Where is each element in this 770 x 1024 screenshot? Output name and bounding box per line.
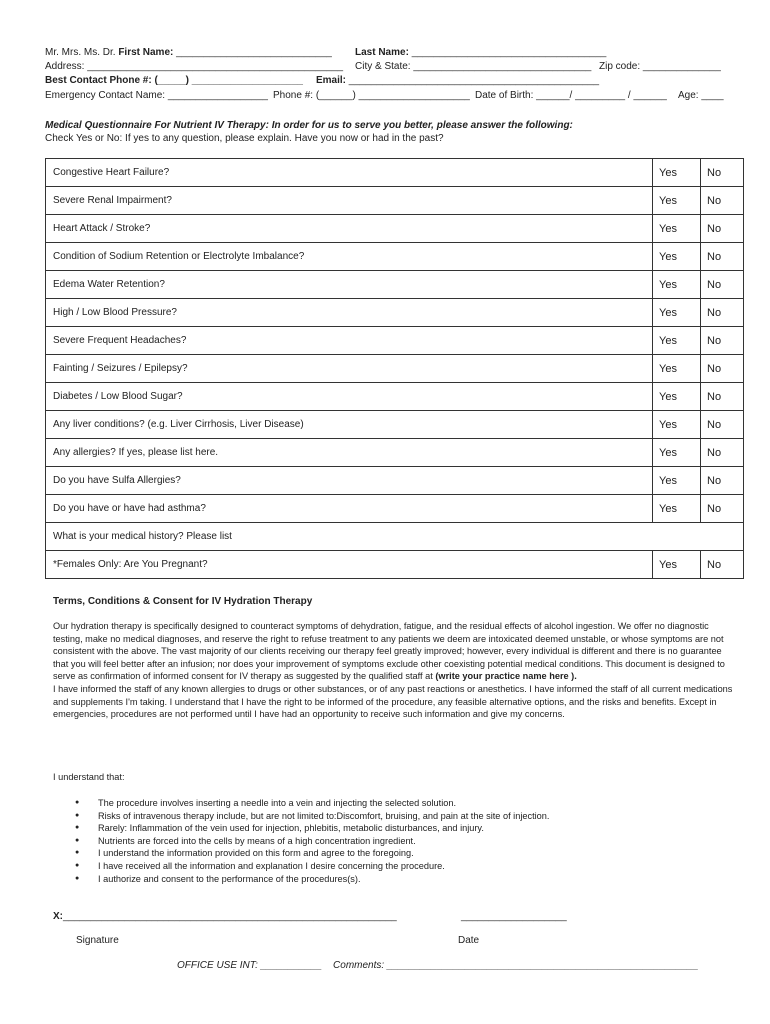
age-field[interactable]: ____ bbox=[701, 90, 724, 101]
practice-name-placeholder: (write your practice name here ). bbox=[435, 671, 577, 682]
questionnaire-table bbox=[45, 158, 744, 579]
email-line bbox=[316, 75, 599, 87]
date-field[interactable]: ___________________ bbox=[461, 911, 567, 922]
best-phone-field[interactable]: (_____) ____________________ bbox=[154, 75, 303, 86]
first-name-label: First Name: bbox=[118, 47, 174, 58]
no-option[interactable]: No bbox=[701, 215, 744, 243]
questionnaire-subtitle: Check Yes or No: If yes to any question, please explain. Have you now or had in the past? bbox=[45, 133, 444, 144]
yes-option[interactable]: Yes bbox=[653, 551, 701, 579]
question-text: Congestive Heart Failure? bbox=[46, 159, 653, 187]
no-option[interactable]: No bbox=[701, 355, 744, 383]
question-text: Condition of Sodium Retention or Electrolyte Imbalance? bbox=[46, 243, 653, 271]
question-row bbox=[46, 187, 744, 215]
consent-bullet: ● I understand the information provided on this form and agree to the foregoing. bbox=[53, 847, 549, 860]
emergency-phone-label: Phone #: bbox=[273, 90, 314, 101]
consent-bullet: ● Risks of intravenous therapy include, but are not limited to:Discomfort, bruising, and pain at the site of injection. bbox=[53, 810, 549, 823]
age-line bbox=[678, 90, 724, 102]
question-row bbox=[46, 467, 744, 495]
address-field[interactable]: ______________________________________________ bbox=[87, 61, 344, 72]
last-name-field[interactable]: ___________________________________ bbox=[411, 47, 607, 58]
terms-paragraph-2: I have informed the staff of any known allergies to drugs or other substances, or of any past reactions or anesthetics. I have informed the staff of all current medications and supplements I'm taking. I understand that I have the right to be informed of the procedure, any feasible alternative options, and the risks and benefits. Except in emergencies, procedures are not performed until I have had an opportunity to receive such information and give my concerns. bbox=[53, 683, 733, 720]
age-label: Age: bbox=[678, 90, 699, 101]
terms-paragraph-1-text: Our hydration therapy is specifically designed to counteract symptoms of dehydration, fatigue, and the residual effects of alcohol ingestion. We offer no diagnostic testing, make no medical diagnoses, and reserve the right to refuse treatment to any patients we deem are intoxicated deemed unstable, or whose symptoms are not consistent with the above. The vast majority of our clients receiving our therapy feel greatly improved; however, every individual is different and there is no guarantee that you will feel better after an infusion; nor does your improvement of symptoms exclude other coexisting potential medical conditions. This document is designed to serve as confirmation of informed consent for IV therapy as suggested by the qualified staff at bbox=[53, 621, 725, 682]
yes-option[interactable]: Yes bbox=[653, 411, 701, 439]
question-row bbox=[46, 411, 744, 439]
question-text: Heart Attack / Stroke? bbox=[46, 215, 653, 243]
terms-title: Terms, Conditions & Consent for IV Hydration Therapy bbox=[53, 596, 313, 607]
no-option[interactable]: No bbox=[701, 551, 744, 579]
email-label: Email: bbox=[316, 75, 347, 86]
consent-bullet: ● The procedure involves inserting a needle into a vein and injecting the selected solution. bbox=[53, 797, 549, 810]
question-text: Any allergies? If yes, please list here. bbox=[46, 439, 653, 467]
no-option[interactable]: No bbox=[701, 439, 744, 467]
yes-option[interactable]: Yes bbox=[653, 299, 701, 327]
title-options[interactable]: Mr. Mrs. Ms. Dr. bbox=[45, 47, 116, 58]
consent-bullet: ● Rarely: Inflammation of the vein used for injection, phlebitis, metabolic disturbances, and injury. bbox=[53, 822, 549, 835]
question-row bbox=[46, 439, 744, 467]
question-text: Any liver conditions? (e.g. Liver Cirrhosis, Liver Disease) bbox=[46, 411, 653, 439]
question-row bbox=[46, 383, 744, 411]
question-text: Severe Frequent Headaches? bbox=[46, 327, 653, 355]
city-field[interactable]: ________________________________ bbox=[413, 61, 592, 72]
no-option[interactable]: No bbox=[701, 159, 744, 187]
date-label: Date bbox=[458, 935, 480, 946]
pregnant-row bbox=[46, 551, 744, 579]
last-name-line bbox=[355, 47, 606, 59]
office-use-label: OFFICE USE INT: bbox=[177, 960, 258, 971]
signature-label: Signature bbox=[76, 935, 119, 946]
zip-field[interactable]: ______________ bbox=[642, 61, 721, 72]
question-row bbox=[46, 355, 744, 383]
zip-line bbox=[599, 61, 721, 73]
yes-option[interactable]: Yes bbox=[653, 215, 701, 243]
question-text: Do you have Sulfa Allergies? bbox=[46, 467, 653, 495]
office-use-line bbox=[177, 960, 698, 971]
office-comments-field[interactable]: ________________________________________________________ bbox=[386, 960, 699, 971]
city-label: City & State: bbox=[355, 61, 411, 72]
question-row bbox=[46, 159, 744, 187]
questionnaire-title: Medical Questionnaire For Nutrient IV Therapy: In order for us to serve you better, please answer the following: bbox=[45, 120, 573, 131]
question-text: Severe Renal Impairment? bbox=[46, 187, 653, 215]
yes-option[interactable]: Yes bbox=[653, 495, 701, 523]
signature-field[interactable]: ____________________________________________________________ bbox=[63, 911, 397, 922]
question-row bbox=[46, 299, 744, 327]
understand-heading: I understand that: bbox=[53, 772, 125, 782]
yes-option[interactable]: Yes bbox=[653, 467, 701, 495]
question-text: High / Low Blood Pressure? bbox=[46, 299, 653, 327]
no-option[interactable]: No bbox=[701, 495, 744, 523]
no-option[interactable]: No bbox=[701, 411, 744, 439]
office-int-field[interactable]: ___________ bbox=[260, 960, 322, 971]
emergency-field[interactable]: __________________ bbox=[167, 90, 268, 101]
consent-bullet-list bbox=[53, 797, 549, 885]
question-row bbox=[46, 495, 744, 523]
yes-option[interactable]: Yes bbox=[653, 159, 701, 187]
terms-text bbox=[53, 620, 733, 721]
medical-history-field[interactable]: What is your medical history? Please list bbox=[46, 523, 744, 551]
no-option[interactable]: No bbox=[701, 467, 744, 495]
question-text: Fainting / Seizures / Epilepsy? bbox=[46, 355, 653, 383]
question-row bbox=[46, 215, 744, 243]
medical-history-row bbox=[46, 523, 744, 551]
pregnant-question: *Females Only: Are You Pregnant? bbox=[46, 551, 653, 579]
no-option[interactable]: No bbox=[701, 327, 744, 355]
yes-option[interactable]: Yes bbox=[653, 327, 701, 355]
dob-field[interactable]: ______/ _________ / ______ bbox=[536, 90, 667, 101]
office-comments-label: Comments: bbox=[333, 960, 385, 971]
first-name-field[interactable]: ____________________________ bbox=[176, 47, 332, 58]
dob-line bbox=[475, 90, 667, 102]
question-text: Edema Water Retention? bbox=[46, 271, 653, 299]
yes-option[interactable]: Yes bbox=[653, 243, 701, 271]
question-text: Diabetes / Low Blood Sugar? bbox=[46, 383, 653, 411]
signature-x-label: X: bbox=[53, 911, 63, 922]
emergency-phone-line bbox=[273, 90, 470, 102]
name-line bbox=[45, 47, 332, 59]
no-option[interactable]: No bbox=[701, 271, 744, 299]
last-name-label: Last Name: bbox=[355, 47, 409, 58]
question-text: Do you have or have had asthma? bbox=[46, 495, 653, 523]
email-field[interactable]: _____________________________________________ bbox=[348, 75, 600, 86]
consent-bullet: ● I have received all the information and explanation I desire concerning the procedure. bbox=[53, 860, 549, 873]
signature-line bbox=[53, 911, 397, 922]
consent-bullet: ● Nutrients are forced into the cells by means of a high concentration ingredient. bbox=[53, 835, 549, 848]
yes-option[interactable]: Yes bbox=[653, 187, 701, 215]
yes-option[interactable]: Yes bbox=[653, 439, 701, 467]
best-phone-label: Best Contact Phone #: bbox=[45, 75, 152, 86]
emergency-line bbox=[45, 90, 268, 102]
address-line bbox=[45, 61, 343, 73]
city-line bbox=[355, 61, 591, 73]
no-option[interactable]: No bbox=[701, 299, 744, 327]
question-row bbox=[46, 271, 744, 299]
no-option[interactable]: No bbox=[701, 383, 744, 411]
question-row bbox=[46, 243, 744, 271]
dob-label: Date of Birth: bbox=[475, 90, 534, 101]
yes-option[interactable]: Yes bbox=[653, 355, 701, 383]
consent-bullet: ● I authorize and consent to the performance of the procedures(s). bbox=[53, 873, 549, 886]
no-option[interactable]: No bbox=[701, 243, 744, 271]
emergency-label: Emergency Contact Name: bbox=[45, 90, 166, 101]
yes-option[interactable]: Yes bbox=[653, 383, 701, 411]
yes-option[interactable]: Yes bbox=[653, 271, 701, 299]
emergency-phone-field[interactable]: (______) ____________________ bbox=[315, 90, 470, 101]
address-label: Address: bbox=[45, 61, 85, 72]
phone-line bbox=[45, 75, 303, 87]
terms-paragraph-1 bbox=[53, 620, 733, 683]
zip-label: Zip code: bbox=[599, 61, 641, 72]
no-option[interactable]: No bbox=[701, 187, 744, 215]
question-row bbox=[46, 327, 744, 355]
